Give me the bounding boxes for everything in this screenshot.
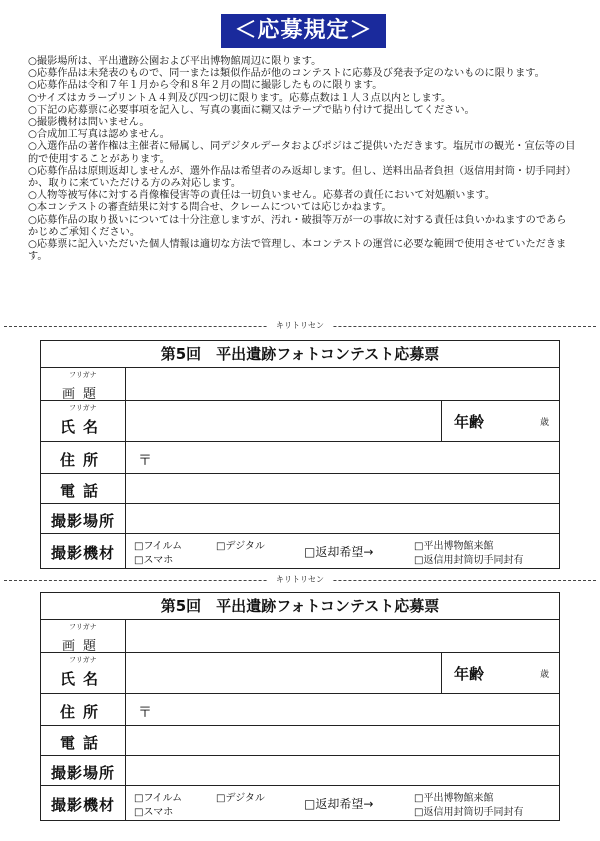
equipment-label-text: 撮影機材 bbox=[50, 796, 115, 814]
checkbox-return-mail[interactable]: □返信用封筒切手同封有 bbox=[414, 807, 524, 818]
row-location bbox=[41, 504, 559, 534]
rule-item: ○サイズはカラープリントＡ４判及び四つ切に限ります。応募点数は１人３点以内とします。 bbox=[28, 92, 452, 104]
row-equipment bbox=[41, 534, 559, 568]
label-equipment bbox=[41, 534, 126, 568]
checkbox-digital[interactable]: □デジタル bbox=[216, 541, 265, 552]
label-title bbox=[41, 620, 126, 652]
row-title bbox=[41, 620, 559, 653]
label-name bbox=[41, 401, 126, 441]
equipment-options bbox=[126, 786, 559, 820]
label-address bbox=[41, 694, 126, 725]
phone-input[interactable] bbox=[126, 726, 559, 755]
address-label-text: 住所 bbox=[59, 703, 106, 721]
age-label: 年齢 bbox=[454, 665, 485, 683]
equipment-label-text: 撮影機材 bbox=[50, 544, 115, 562]
row-phone bbox=[41, 726, 559, 756]
rule-item: ○応募票に記入いただいた個人情報は適切な方法で管理し、本コンテストの運営に必要な範囲で使用させていただきます。 bbox=[28, 239, 567, 263]
rule-item: ○応募作品は原則返却しませんが、選外作品は希望者のみ返却します。但し、送料出品者負担（返信用封筒・切手同封）か、取りに来ていただける方のみ対応します。 bbox=[28, 165, 577, 190]
entry-form bbox=[40, 340, 560, 569]
location-input[interactable] bbox=[126, 504, 559, 533]
age-unit: 歳 bbox=[540, 670, 550, 680]
furigana-label: フリガナ bbox=[69, 371, 97, 379]
age-label: 年齢 bbox=[454, 413, 485, 431]
label-location bbox=[41, 504, 126, 533]
location-label-text: 撮影場所 bbox=[50, 764, 115, 782]
rule-item: ○応募作品は令和７年１月から令和８年２月の間に撮影したものに限ります。 bbox=[28, 80, 383, 92]
age-field[interactable] bbox=[441, 401, 559, 441]
postal-mark: 〒 bbox=[138, 453, 152, 469]
checkbox-smartphone[interactable]: □スマホ bbox=[134, 555, 174, 566]
label-title bbox=[41, 368, 126, 400]
title-label-text: 画題 bbox=[61, 639, 104, 654]
row-title bbox=[41, 368, 559, 401]
label-name bbox=[41, 653, 126, 693]
cut-line bbox=[4, 320, 596, 332]
furigana-label: フリガナ bbox=[69, 623, 97, 631]
rule-item: ○人物等被写体に対する肖像権侵害等の責任は一切負いません。応募者の責任において対処願います。 bbox=[28, 190, 496, 202]
checkbox-return-request[interactable]: □返却希望→ bbox=[304, 545, 374, 559]
rule-item: ○本コンテストの審査結果に対する問合せ、クレームについては応じかねます。 bbox=[28, 202, 392, 214]
checkbox-return-pickup[interactable]: □平出博物館来館 bbox=[414, 541, 494, 552]
rule-item: ○応募作品は未発表のもので、同一または類似作品が他のコンテストに応募及び発表予定のないものに限ります。 bbox=[28, 68, 545, 80]
address-input[interactable] bbox=[126, 442, 559, 473]
checkbox-return-pickup[interactable]: □平出博物館来館 bbox=[414, 793, 494, 804]
age-unit: 歳 bbox=[540, 418, 550, 428]
name-input[interactable] bbox=[126, 653, 441, 693]
label-phone bbox=[41, 474, 126, 503]
cut-line-label: キリトリセン bbox=[268, 320, 332, 332]
name-input[interactable] bbox=[126, 401, 441, 441]
address-input[interactable] bbox=[126, 694, 559, 725]
label-location bbox=[41, 756, 126, 785]
rules-list bbox=[28, 56, 576, 263]
title-input[interactable] bbox=[126, 620, 559, 652]
name-label-text: 氏名 bbox=[59, 670, 106, 688]
location-label-text: 撮影場所 bbox=[50, 512, 115, 530]
row-location bbox=[41, 756, 559, 786]
name-label-text: 氏名 bbox=[59, 418, 106, 436]
checkbox-digital[interactable]: □デジタル bbox=[216, 793, 265, 804]
rule-item: ○合成加工写真は認めません。 bbox=[28, 129, 170, 141]
label-phone bbox=[41, 726, 126, 755]
furigana-label: フリガナ bbox=[69, 404, 97, 412]
furigana-label: フリガナ bbox=[69, 656, 97, 664]
equipment-options bbox=[126, 534, 559, 568]
form-title: 第5回 平出遺跡フォトコンテスト応募票 bbox=[41, 341, 559, 368]
checkbox-film[interactable]: □フイルム bbox=[134, 541, 183, 552]
checkbox-smartphone[interactable]: □スマホ bbox=[134, 807, 174, 818]
row-equipment bbox=[41, 786, 559, 820]
address-label-text: 住所 bbox=[59, 451, 106, 469]
rule-item: ○応募作品の取り扱いについては十分注意しますが、汚れ・破損等万が一の事故に対する責任は負いかねますのであらかじめご承知ください。 bbox=[28, 214, 567, 238]
row-name bbox=[41, 653, 559, 694]
rule-item: ○下記の応募票に必要事項を記入し、写真の裏面に糊又はテープで貼り付けて提出してください。 bbox=[28, 104, 475, 116]
cut-line-label: キリトリセン bbox=[268, 574, 332, 586]
age-field[interactable] bbox=[441, 653, 559, 693]
rule-item: ○入選作品の著作権は主催者に帰属し、同デジタルデータおよびポジはご提供いただきます。塩尻市の観光・宣伝等の目的で使用することがあります。 bbox=[28, 141, 576, 165]
phone-input[interactable] bbox=[126, 474, 559, 503]
phone-label-text: 電話 bbox=[59, 734, 106, 752]
row-address bbox=[41, 442, 559, 474]
title-label-text: 画題 bbox=[61, 387, 104, 402]
title-input[interactable] bbox=[126, 368, 559, 400]
page-title-banner: ＜応募規定＞ bbox=[221, 14, 386, 48]
label-equipment bbox=[41, 786, 126, 820]
form-title: 第5回 平出遺跡フォトコンテスト応募票 bbox=[41, 593, 559, 620]
checkbox-return-request[interactable]: □返却希望→ bbox=[304, 797, 374, 811]
cut-line bbox=[4, 574, 596, 586]
row-phone bbox=[41, 474, 559, 504]
location-input[interactable] bbox=[126, 756, 559, 785]
rule-item: ○撮影場所は、平出遺跡公園および平出博物館周辺に限ります。 bbox=[28, 56, 322, 67]
label-address bbox=[41, 442, 126, 473]
row-address bbox=[41, 694, 559, 726]
phone-label-text: 電話 bbox=[59, 482, 106, 500]
entry-form bbox=[40, 592, 560, 821]
rule-item: ○撮影機材は問いません。 bbox=[28, 117, 150, 129]
checkbox-return-mail[interactable]: □返信用封筒切手同封有 bbox=[414, 555, 524, 566]
postal-mark: 〒 bbox=[138, 705, 152, 721]
row-name bbox=[41, 401, 559, 442]
checkbox-film[interactable]: □フイルム bbox=[134, 793, 183, 804]
